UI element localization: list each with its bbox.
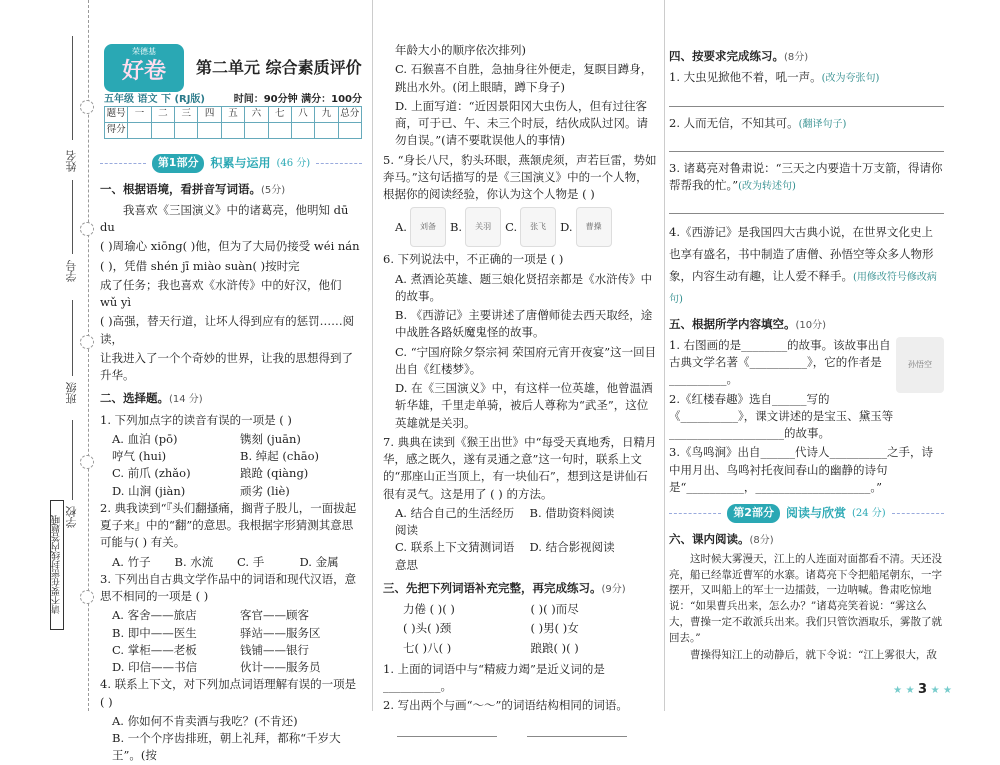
q2-7-stem: 7. 典典在读到《猴王出世》中“每受天真地秀，日精月华，感之既久，遂有灵通之意”这一句时，联系上文的“那座山正当顶上，有一块仙石”，想到这是讲仙石很有灵气。这是用了 ( ) 的方法。	[383, 434, 657, 501]
q2-title: 二、选择题。(14 分)	[100, 391, 203, 406]
q4-2-stem: 2. 人而无信，不知其可。(翻译句子)	[669, 115, 847, 130]
idiom-blank[interactable]: ( )头( )颈	[403, 621, 452, 636]
student-id-field[interactable]	[72, 180, 73, 254]
answer-line[interactable]	[669, 196, 944, 214]
q2-1-options	[100, 431, 362, 500]
name-field[interactable]	[72, 36, 73, 140]
part2-tag: 第2部分	[727, 504, 780, 523]
option-a[interactable]: A. 竹子	[112, 554, 151, 569]
logo-text: 好卷	[121, 59, 166, 84]
score-cell[interactable]	[198, 123, 221, 139]
option-b[interactable]: B. 一个个序齿排班，朝上礼拜，都称“千岁大王”。(按	[112, 731, 341, 763]
q3-1-stem: 1. 上面的词语中与“精疲力竭”是近义词的是__________。	[383, 661, 605, 693]
class-label: 班级	[65, 382, 78, 404]
q2-4-options-cont	[383, 61, 658, 149]
score-table-header-row	[105, 107, 362, 123]
q6-passage-2: 曹操得知江上的动静后，就下令说：“江上雾很大，敌	[690, 649, 937, 662]
score-cell[interactable]	[291, 123, 314, 139]
school-label: 学校	[65, 506, 78, 528]
seal-hole	[80, 222, 94, 236]
zhang-fei-figure: 张飞	[520, 207, 556, 247]
option-c[interactable]: C. 前爪 (zhǎo)	[112, 466, 191, 481]
score-header-cell: 五	[221, 107, 244, 123]
option-b-2: B. 绰起 (chāo)	[240, 449, 320, 463]
seal-hole	[80, 590, 94, 604]
school-field[interactable]	[72, 420, 73, 500]
q3-words	[383, 601, 658, 657]
q2-3-options	[100, 607, 362, 676]
q1-line: ( )高强，替天行道，让坏人得到应有的惩罚……阅读，	[100, 314, 355, 346]
q4-4-stem: 4.《西游记》是我国四大古典小说，在世界文化史上也享有盛名，书中制造了唐僧、孙悟空等众多人物形象，内容生动有趣，让人爱不释手。(用修改符号修改病句)	[669, 225, 937, 305]
option-d[interactable]: D. 在《三国演义》中，有这样一位英雄，他曾温酒斩华雄，千里走单骑，被后人尊称为“武圣”，这位英雄就是关羽。	[395, 381, 653, 430]
seal-hole	[80, 335, 94, 349]
option-d[interactable]: D. 金属	[299, 554, 339, 569]
score-header-cell: 题号	[105, 107, 128, 123]
score-table	[104, 106, 362, 139]
idiom-blank[interactable]: 踉踉( )( )	[530, 640, 579, 655]
option-d[interactable]: D. 曹操	[560, 207, 611, 247]
answer-line[interactable]	[397, 719, 497, 737]
q5-2-stem: 2.《红楼春趣》选自______写的《__________》，课文讲述的是宝玉、黛玉等____________________的故事。	[669, 391, 894, 441]
q2-2-stem: 2. 典我读到“『头们翻搔痛，搁背子股儿，一面拔起夏子来』中的“翻”的意思。我根据字形猜测其意思可能与( ) 有关。	[100, 500, 357, 550]
time-limit: 时间：90分钟	[233, 94, 298, 105]
option-b[interactable]: B. 《西游记》主要讲述了唐僧师徒去西天取经，途中战胜各路妖魔鬼怪的故事。	[395, 308, 653, 340]
q5-3-stem: 3.《鸟鸣涧》出自______代诗人__________之手，诗中用月出、鸟鸣衬托夜间春山的幽静的诗句是“__________，____________________。”	[669, 445, 933, 494]
column-2	[383, 0, 658, 711]
idiom-blank[interactable]: 力倦 ( )( )	[403, 602, 455, 616]
option-a-2: 镌刻 (juān)	[240, 431, 301, 446]
q1-line: 我喜欢《三国演义》中的诸葛亮，他明知 dū du	[100, 202, 349, 234]
part2-points: (24 分)	[851, 507, 886, 519]
sun-wukong-illustration: 孙悟空	[896, 337, 944, 393]
q1-passage	[100, 202, 362, 385]
score-cell[interactable]	[221, 123, 244, 139]
q4-2-hint: (翻译句子)	[798, 118, 847, 130]
unit-title: 第二单元 综合素质评价	[196, 58, 362, 77]
part2-title: 阅读与欣赏	[785, 506, 846, 521]
option-b[interactable]: 哼气 (hui)	[112, 449, 167, 463]
grade-label: 五年级 语文 下 (RJ版)	[104, 94, 206, 105]
column-divider	[372, 0, 373, 711]
q2-2-options	[100, 554, 362, 571]
q2-5-options	[383, 207, 658, 247]
part1-banner	[100, 154, 362, 173]
score-cell[interactable]	[338, 123, 361, 139]
option-d-2: 伙计——服务员	[240, 660, 321, 674]
option-b[interactable]: B. 即中——医生	[112, 625, 197, 640]
option-a[interactable]: A. 你如何不肯卖酒与我吃？(不肯还)	[112, 713, 298, 728]
publisher-name: 荣德基	[132, 47, 156, 56]
score-header-cell: 四	[198, 107, 221, 123]
q2-6-stem: 6. 下列说法中，不正确的一项是 ( )	[383, 252, 564, 267]
score-cell[interactable]	[151, 123, 174, 139]
q4-4-hint: (用修改符号修改病句)	[669, 271, 937, 305]
idiom-blank[interactable]: ( )( )而尽	[530, 602, 579, 616]
option-b[interactable]: B. 关羽	[450, 207, 501, 247]
column-divider	[664, 0, 665, 711]
option-d-2: 顽劣 (liè)	[240, 483, 290, 498]
option-c-2: 钱铺——银行	[240, 642, 309, 657]
q3-2-stem: 2. 写出两个与画“～～”的词语结构相同的词语。	[383, 698, 628, 713]
part1-title: 积累与运用	[210, 156, 271, 171]
part1-points: (46 分)	[276, 157, 311, 169]
q1-line: 成了任务；我也喜欢《水浒传》中的好汉，他们 wǔ yì	[100, 277, 342, 309]
answer-line[interactable]	[669, 89, 944, 107]
score-header-cell: 七	[268, 107, 291, 123]
q1-line: ( )周瑜心 xiōng( )他，但为了大局仍接受 wéi nán	[100, 239, 360, 254]
idiom-blank[interactable]: ( )男( )女	[530, 621, 579, 636]
q6-title: 六、课内阅读。(8分)	[669, 531, 774, 546]
option-b[interactable]: B. 借助资料阅读	[529, 505, 615, 520]
seal-hole	[80, 455, 94, 469]
cao-cao-figure: 曹操	[576, 207, 612, 247]
q2-7-options	[383, 505, 658, 574]
score-cell: 得分	[105, 123, 128, 139]
exam-header	[100, 44, 362, 146]
idiom-blank[interactable]: 七( )八( )	[403, 640, 452, 655]
column-3	[669, 0, 944, 711]
option-b-continued: 年龄大小的顺序依次排列)	[395, 43, 526, 57]
option-a[interactable]: A. 结合自己的生活经历阅读	[395, 505, 515, 537]
q5-title: 五、根据所学内容填空。(10分)	[669, 316, 827, 331]
score-cell[interactable]	[315, 123, 338, 139]
score-header-cell: 八	[291, 107, 314, 123]
column-1	[100, 0, 362, 763]
q2-3-stem: 3. 下列出自古典文学作品中的词语和现代汉语，意思不相同的一项是 ( )	[100, 571, 357, 603]
q1-title: 一、根据语境，看拼音写词语。(5分)	[100, 181, 286, 196]
score-cell[interactable]	[175, 123, 198, 139]
score-cell[interactable]	[128, 123, 151, 139]
option-a-2: 客官——顾客	[240, 608, 309, 623]
q2-1-stem: 1. 下列加点字的读音有误的一项是 ( )	[100, 412, 292, 427]
exam-meta	[234, 92, 362, 107]
score-cell[interactable]	[268, 123, 291, 139]
q4-3-hint: (改为转述句)	[738, 181, 796, 192]
option-c[interactable]: C. 手	[237, 554, 265, 569]
option-a[interactable]: A. 刘备	[395, 207, 446, 247]
option-c[interactable]: C. 掌柜——老板	[112, 642, 197, 657]
seal-hole	[80, 100, 94, 114]
q4-1-hint: (改为夸张句)	[821, 73, 880, 85]
option-b[interactable]: B. 水流	[174, 554, 214, 569]
option-c[interactable]: C. 联系上下文猜测词语意思	[395, 540, 515, 572]
score-header-cell: 一	[128, 107, 151, 123]
option-a[interactable]: A. 血泊 (pō)	[112, 431, 178, 446]
page-number: ★ ★ 3 ★ ★	[893, 681, 952, 697]
q2-4-stem: 4. 联系上下文，对下列加点词语理解有误的一项是 ( )	[100, 677, 357, 709]
option-c-2: 踉跄 (qiàng)	[240, 466, 309, 481]
option-d[interactable]: D. 印信——书信	[112, 660, 198, 674]
option-c[interactable]: C. “宁国府除夕祭宗祠 荣国府元宵开夜宴”这一回目出自《红楼梦》。	[395, 344, 657, 376]
q4-3-stem: 3. 诸葛亮对鲁肃说：“三天之内要造十万支箭，得请你帮帮我的忙。”(改为转述句)	[669, 160, 943, 192]
answer-line[interactable]	[527, 719, 627, 737]
q4-title: 四、按要求完成练习。(8分)	[669, 49, 809, 63]
liu-bei-figure: 刘备	[410, 207, 446, 247]
q6-passage: 这时候大雾漫天，江上的人连面对面都看不清。天还没亮，船已经靠近曹军的水寨。诸葛亮下令把船尾朝东，一字摆开，又叫船上的军士一边擂鼓，一边呐喊。鲁肃吃惊地说：“如果曹兵出来，怎么办？”诸葛亮笑着说：“雾这么大，曹操一定不敢派兵出来。我们只管饮酒取乐，雾散了就回去。”	[669, 552, 942, 644]
q3-2-answer	[383, 717, 658, 745]
name-label: 姓名	[65, 150, 78, 172]
guan-yu-figure: 关羽	[465, 207, 501, 247]
q3-title: 三、先把下列词语补充完整，再完成练习。(9分)	[383, 580, 626, 595]
seal-notice: 请不要在密封线内答题哦	[50, 500, 64, 630]
score-header-cell: 六	[245, 107, 268, 123]
option-d[interactable]: D. 上面写道：“近因景阳冈大虫伤人，但有过往客商，可于已、午、未三个时辰，结伙成队过冈。请勿自误。”(请不要耽误他人的事情)	[395, 98, 648, 148]
part1-tag: 第1部分	[152, 154, 205, 173]
score-header-cell: 二	[151, 107, 174, 123]
option-b-2: 驿站——服务区	[240, 625, 321, 640]
option-a[interactable]: A. 煮酒论英雄、题三娘化贤招亲都是《水浒传》中的故事。	[395, 271, 653, 303]
option-c[interactable]: C. 石猴喜不自胜，急抽身往外便走，复瞑目蹲身，跳出水外。(闭上眼睛，蹲下身子)	[395, 62, 653, 94]
option-d[interactable]: D. 结合影视阅读	[529, 540, 615, 555]
full-score: 满分：100分	[301, 94, 362, 105]
option-a[interactable]: A. 客舍——旅店	[112, 608, 197, 623]
brand-logo	[104, 44, 184, 92]
score-header-cell: 九	[315, 107, 338, 123]
q2-4-options	[100, 713, 362, 765]
q2-6-options	[383, 271, 658, 432]
part2-banner	[669, 504, 944, 523]
q5-1-stem: 1. 右图画的是________的故事。该故事出自古典文学名著《__________》，它的作者是__________。	[669, 337, 891, 387]
answer-line[interactable]	[669, 134, 944, 152]
q2-5-stem: 5. “身长八尺，豹头环眼，燕颔虎须，声若巨雷，势如奔马。”这句话描写的是《三国演义》中的一个人物，根据你的阅读经验，你认为这个人物是 ( )	[383, 152, 657, 201]
score-header-cell: 总分	[338, 107, 361, 123]
score-header-cell: 三	[175, 107, 198, 123]
q1-line: 让我进入了一个个奇妙的世界，让我的思想得到了升华。	[100, 350, 353, 382]
option-c[interactable]: C. 张飞	[505, 207, 556, 247]
binding-margin	[0, 0, 100, 711]
student-id-label: 学号	[65, 260, 78, 282]
class-field[interactable]	[72, 300, 73, 376]
option-d[interactable]: D. 山涧 (jiàn)	[112, 483, 186, 498]
q4-1-stem: 1. 大虫见掀他不着，吼一声。(改为夸张句)	[669, 70, 880, 85]
score-cell[interactable]	[245, 123, 268, 139]
score-table-score-row	[105, 123, 362, 139]
q1-line: ( )，凭借 shén jī miào suàn( )按时完	[100, 258, 300, 273]
